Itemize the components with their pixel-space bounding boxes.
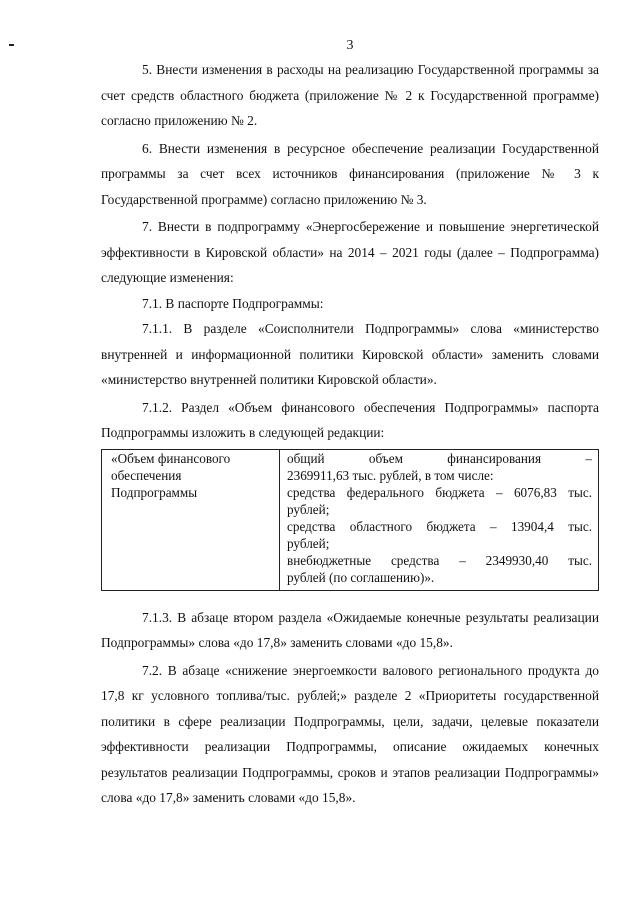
table-right-line: рублей; <box>287 535 330 551</box>
table-right-line: рублей; <box>287 501 330 517</box>
paragraph-7-1-2: 7.1.2. Раздел «Объем финансового обеспечения Подпрограммы» паспорта Подпрограммы изложить в следующей редакции: <box>101 399 599 440</box>
table-right-line: общий объем финансирования – <box>287 450 592 466</box>
table-right-line: средства областного бюджета – 13904,4 тыс. <box>287 518 592 534</box>
document-body <box>101 57 599 811</box>
table-left-cell <box>102 450 280 590</box>
table-right-line: средства федерального бюджета – 6076,83 тыс. <box>287 484 592 500</box>
paragraph-6: 6. Внести изменения в ресурсное обеспечение реализации Государственной программы за счет всех источников финансирования (приложение № 3 к Государственной программе) согласно приложению № 3. <box>101 140 599 207</box>
paragraph-7-1-1: 7.1.1. В разделе «Соисполнители Подпрограммы» слова «министерство внутренней и информационной политики Кировской области» заменить словами «министерство внутренней политики Кировской области». <box>101 321 599 387</box>
paragraph-7-1-3: 7.1.3. В абзаце втором раздела «Ожидаемые конечные результаты реализации Подпрограммы» слова «до 17,8» заменить словами «до 15,8». <box>101 609 599 650</box>
table-right-line: внебюджетные средства – 2349930,40 тыс. <box>287 552 592 568</box>
table-right-line: 2369911,63 тыс. рублей, в том числе: <box>287 467 494 483</box>
table-left-line: Подпрограммы <box>111 484 198 500</box>
paragraph-7-2: 7.2. В абзаце «снижение энергоемкости валового регионального продукта до 17,8 кг условного топлива/тыс. рублей;» разделе 2 «Приоритеты государственной политики в сфере реализации Подпрограммы, цели, задачи, целевые показатели эффективности реализации Подпрограммы, описание ожидаемых конечных результатов реализации Подпрограммы, сроков и этапов реализации Подпрограммы» слова «до 17,8» заменить словами «до 15,8». <box>101 662 599 805</box>
paragraph-5: 5. Внести изменения в расходы на реализацию Государственной программы за счет средств областного бюджета (приложение № 2 к Государственной программе) согласно приложению № 2. <box>101 62 599 128</box>
table-right-cell <box>280 450 598 590</box>
paragraph-7: 7. Внести в подпрограмму «Энергосбережение и повышение энергетической эффективности в Кировской области» на 2014 – 2021 годы (далее – Подпрограмма) следующие изменения: <box>101 219 599 285</box>
table-left-line: «Объем финансового <box>111 450 231 466</box>
financing-table <box>101 449 599 591</box>
paragraph-7-1: 7.1. В паспорте Подпрограммы: <box>142 295 324 311</box>
table-right-line: рублей (по соглашению)». <box>287 569 435 585</box>
table-left-line: обеспечения <box>111 467 182 483</box>
page-number: 3 <box>346 38 354 53</box>
